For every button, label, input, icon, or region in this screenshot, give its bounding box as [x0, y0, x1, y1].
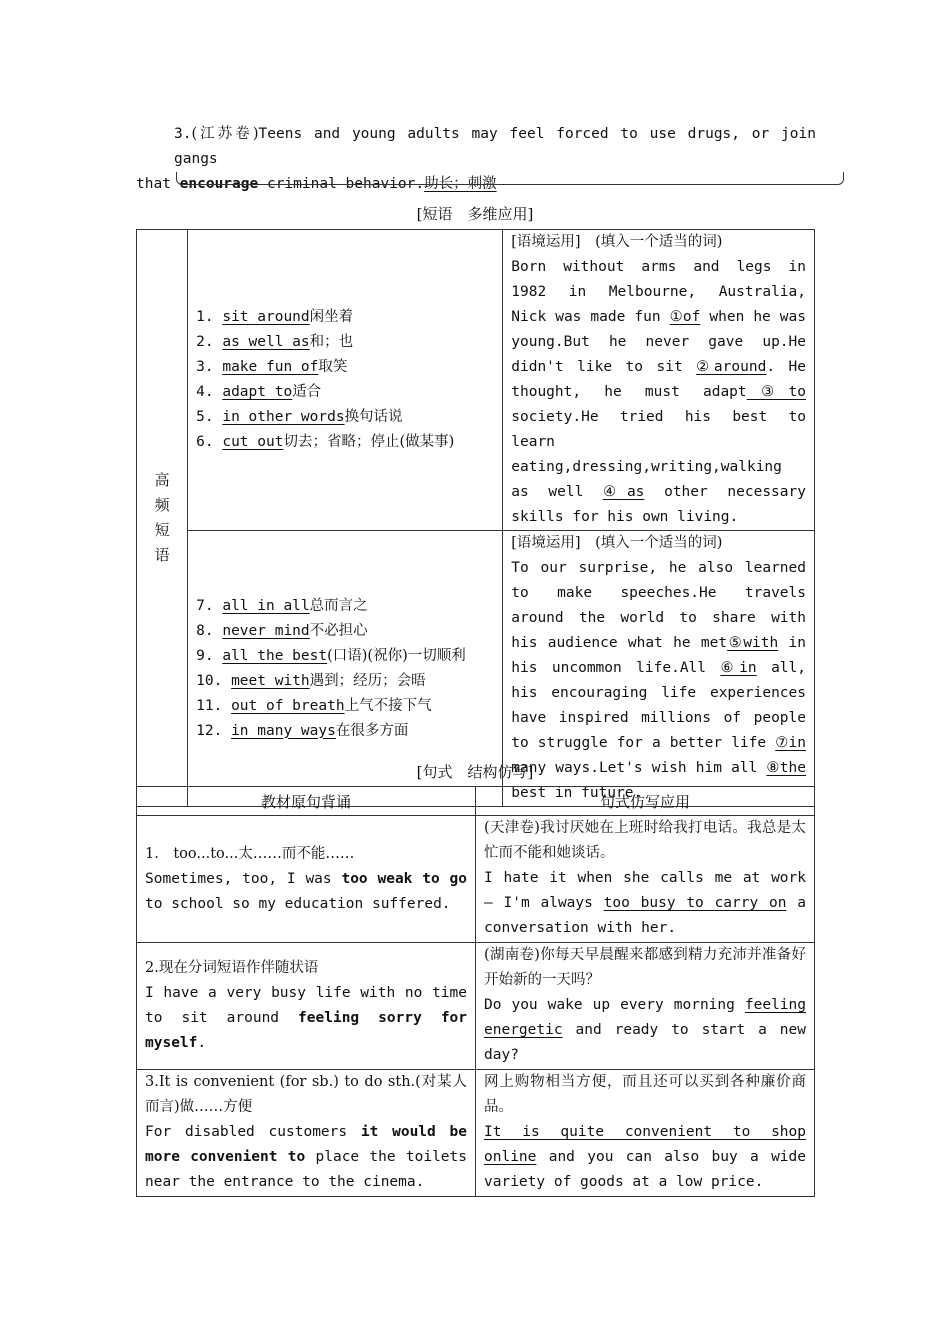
imitation-sentence: (天津卷)我讨厌她在上班时给我打电话。我总是太忙而不能和她谈话。 I hate it when she calls me at work — I'm always too busy to carry on a conversation with her.	[476, 816, 815, 943]
key-structure: it would be more convenient to	[145, 1124, 467, 1165]
intro-answer: 助长；刺激	[424, 176, 497, 192]
blank-answer: ③to	[746, 384, 806, 400]
pattern-title: 2.现在分词短语作伴随状语	[145, 960, 319, 976]
phrase-item: 12. in many ways在很多方面	[196, 722, 409, 739]
blank-answer: ⑧the	[766, 760, 806, 776]
intro-line2-pre: that	[136, 176, 180, 192]
row-header-high-frequency-phrases	[137, 230, 188, 807]
key-structure: too weak to go	[341, 870, 467, 887]
intro-line1-text: Teens and young adults may feel forced to use drugs, or join gangs	[174, 126, 816, 167]
col-header-imitation: 句式仿写应用	[476, 787, 815, 816]
sentence-row	[137, 943, 815, 1070]
intro-number: 3.	[174, 126, 192, 142]
chinese-prompt: (天津卷)我讨厌她在上班时给我打电话。我总是太忙而不能和她谈话。	[484, 820, 806, 861]
blank-answer: ④as	[603, 484, 645, 500]
context-header: [语境运用] (填入一个适当的词)	[511, 234, 723, 250]
context-text: Born without arms and legs in 1982 in Melbourne, Australia, Nick was made fun ①of when he was young.But he never gave up.He didn't like to sit ②around. He thought, he must adapt③to society.He tried his best to learn eating,dressing,writing,walking as well ④as other necessary skills for his own living.	[511, 259, 807, 525]
row-header-char: 高	[154, 471, 170, 489]
imitation-sentence: 网上购物相当方便，而且还可以买到各种廉价商品。 It is quite convenient to shop online and you can also buy a wide variety of goods at a low price.	[476, 1070, 815, 1197]
row-header-char: 频	[154, 496, 170, 514]
original-sentence: 3.It is convenient (for sb.) to do sth.(对某人而言)做……方便 For disabled customers it would be more convenient to place the toilets near the entrance to the cinema.	[137, 1070, 476, 1197]
intro-line2-post: criminal behavior.	[258, 176, 425, 192]
phrase-item: 10. meet with遇到；经历；会晤	[196, 672, 426, 689]
col-header-original: 教材原句背诵	[137, 787, 476, 816]
phrase-item: 3. make fun of取笑	[196, 359, 348, 375]
phrase-item: 8. never mind不必担心	[196, 622, 368, 639]
blank-answer: ⑦in	[775, 735, 806, 751]
phrase-item: 6. cut out切去；省略；停止(做某事)	[196, 434, 455, 450]
chinese-prompt: 网上购物相当方便，而且还可以买到各种廉价商品。	[484, 1074, 806, 1115]
phrase-item: 11. out of breath上气不接下气	[196, 697, 432, 714]
original-sentence: 2.现在分词短语作伴随状语 I have a very busy life with no time to sit around feeling sorry for myself.	[137, 943, 476, 1070]
blank-answer: ②around	[696, 359, 767, 375]
pattern-title: 3.It is convenient (for sb.) to do sth.(对某人而言)做……方便	[145, 1074, 467, 1115]
translation-answer: It is quite convenient to shop online	[484, 1124, 806, 1165]
intro-keyword: encourage	[179, 176, 259, 192]
sentence-row	[137, 1070, 815, 1197]
section2-title: [句式 结构仿写]	[416, 763, 534, 781]
intro-line-1	[136, 122, 816, 172]
context-passage-1	[503, 230, 815, 531]
phrase-item: 1. sit around闲坐着	[196, 309, 354, 325]
phrase-item: 7. all in all总而言之	[196, 597, 368, 614]
phrase-list-1	[188, 230, 503, 531]
sentence-table-header	[137, 787, 815, 816]
phrase-item: 4. adapt to适合	[196, 384, 322, 400]
blank-answer: ①of	[669, 309, 701, 325]
section1-title: [短语 多维应用]	[416, 205, 534, 223]
phrase-item: 2. as well as和；也	[196, 334, 354, 350]
phrases-row-1	[137, 230, 815, 531]
pattern-title: 1. too...to...太……而不能……	[145, 845, 355, 862]
sentence-table	[136, 786, 815, 1197]
blank-answer: ⑤with	[727, 635, 779, 651]
original-sentence: 1. too...to...太……而不能…… Sometimes, too, I was too weak to go to school so my education suffered.	[137, 816, 476, 943]
phrases-table	[136, 229, 815, 807]
context-header: [语境运用] (填入一个适当的词)	[511, 535, 723, 551]
phrase-item: 9. all the best(口语)(祝你)一切顺利	[196, 647, 466, 664]
context-text: To our surprise, he also learned to make speeches.He travels around the world to share with his audience what he met⑤with in his uncommon life.All ⑥in all, his encouraging life experiences have inspired millions of people to struggle for a better life ⑦in many ways.Let's wish him all ⑧the best in future.	[511, 560, 806, 801]
phrase-item: 5. in other words换句话说	[196, 409, 403, 425]
translation-answer: feeling energetic	[484, 997, 806, 1038]
key-structure: feeling sorry for myself	[145, 1010, 468, 1051]
blank-answer: ⑥in	[720, 660, 757, 676]
intro-source: (江苏卷)	[191, 126, 259, 142]
row-header-char: 短	[154, 521, 170, 539]
intro-example	[136, 122, 816, 197]
translation-answer: too busy to carry on	[603, 895, 787, 911]
imitation-sentence: (湖南卷)你每天早晨醒来都感到精力充沛并准备好开始新的一天吗？ Do you wake up every morning feeling energetic and ready to start a new day?	[476, 943, 815, 1070]
row-header-char: 语	[154, 546, 170, 564]
sentence-row	[137, 816, 815, 943]
bracket-divider	[176, 172, 844, 185]
chinese-prompt: (湖南卷)你每天早晨醒来都感到精力充沛并准备好开始新的一天吗？	[484, 947, 806, 988]
